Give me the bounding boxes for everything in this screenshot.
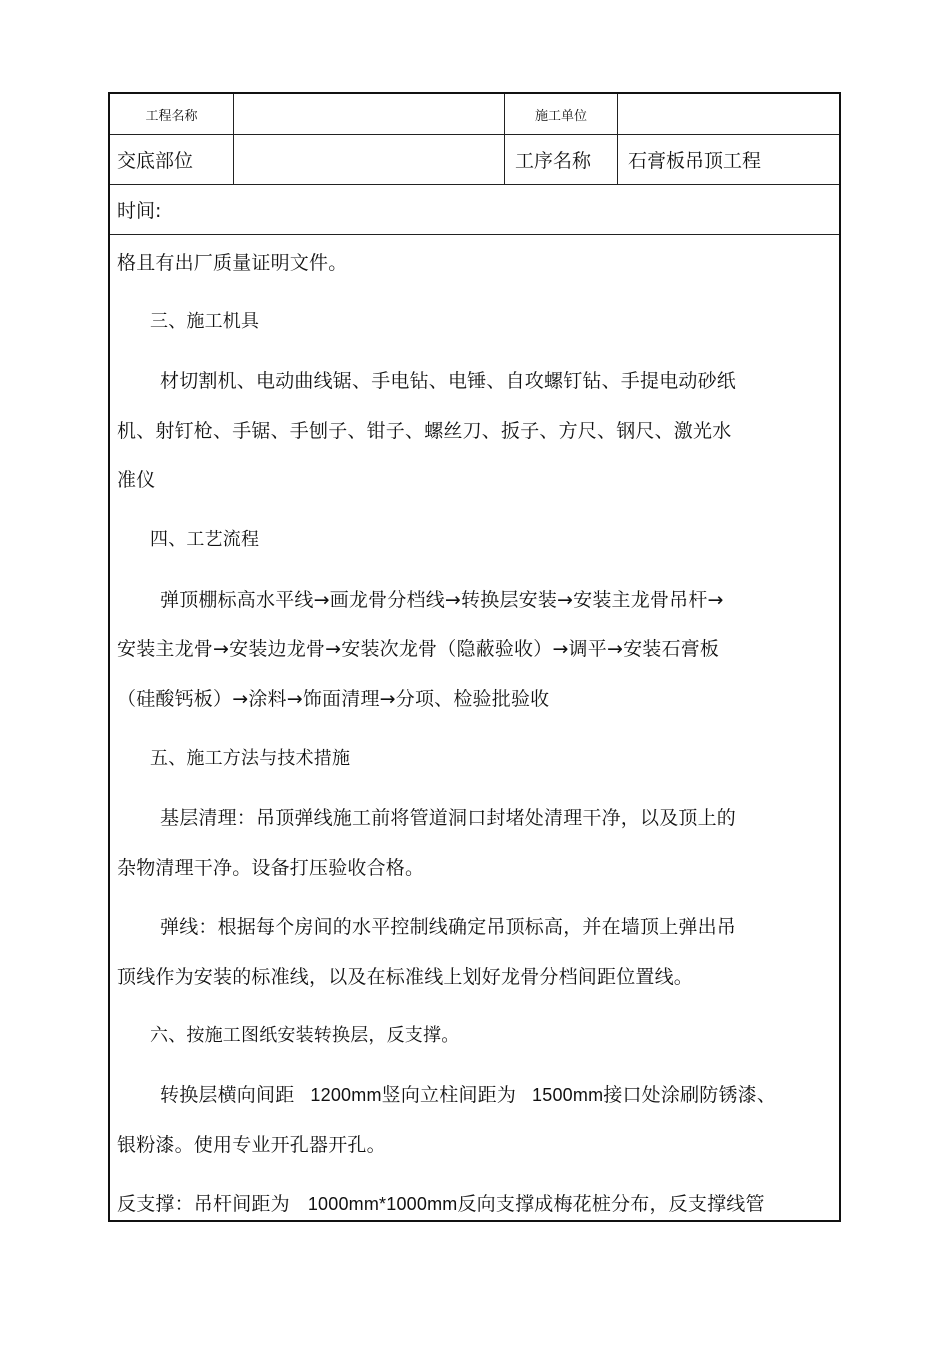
disclosure-part-value[interactable] [234,135,504,184]
section-heading-tools: 三、施工机具 [150,311,260,332]
project-name-label: 工程名称 [145,108,198,124]
section-heading-methods: 五、施工方法与技术措施 [150,748,351,769]
process-name-label: 工序名称 [515,150,592,172]
content-line: 安装主龙骨→安装边龙骨→安装次龙骨（隐蔽验收）→调平→安装石膏板 [117,638,720,660]
content-line: （硅酸钙板）→涂料→饰面清理→分项、检验批验收 [117,688,550,710]
content-line: 弹顶棚标高水平线→画龙骨分档线→转换层安装→安装主龙骨吊杆→ [160,589,724,611]
content-line: 基层清理：吊顶弹线施工前将管道洞口封堵处清理干净，以及顶上的 [160,807,737,829]
content-line: 材切割机、电动曲线锯、手电钻、电锤、自攻螺钉钻、手提电动砂纸 [160,370,737,392]
disclosure-sheet [108,92,841,1222]
process-name-value[interactable]: 石膏板吊顶工程 [628,150,762,172]
construction-unit-label: 施工单位 [534,108,587,124]
content-line-anti-support: 反支撑：吊杆间距为 1000mm*1000mm反向支撑成梅花桩分布，反支撑线管 [117,1193,765,1215]
content-line: 顶线作为安装的标准线，以及在标准线上划好龙骨分档间距位置线。 [117,966,694,988]
disclosure-part-label: 交底部位 [117,150,194,172]
content-line: 格且有出厂质量证明文件。 [117,252,348,274]
header-row-1 [110,94,839,135]
construction-unit-value[interactable] [618,94,839,134]
section-heading-process: 四、工艺流程 [150,529,260,550]
content-line: 机、射钉枪、手锯、手刨子、钳子、螺丝刀、扳子、方尺、钢尺、激光水 [117,420,732,442]
content-line: 弹线：根据每个房间的水平控制线确定吊顶标高，并在墙顶上弹出吊 [160,916,737,938]
time-label: 时间: [117,200,162,222]
header-row-2 [110,135,839,185]
disclosure-content [110,236,839,1220]
content-line: 杂物清理干净。设备打压验收合格。 [117,857,425,879]
content-line-transfer-spacing: 转换层横向间距 1200mm竖向立柱间距为 1500mm接口处涂刷防锈漆、 [160,1084,777,1106]
section-heading-transfer-layer: 六、按施工图纸安装转换层，反支撑。 [150,1025,460,1046]
content-line: 银粉漆。使用专业开孔器开孔。 [117,1134,386,1156]
time-row [110,185,839,235]
project-name-value[interactable] [234,94,504,134]
content-line: 准仪 [117,469,156,491]
